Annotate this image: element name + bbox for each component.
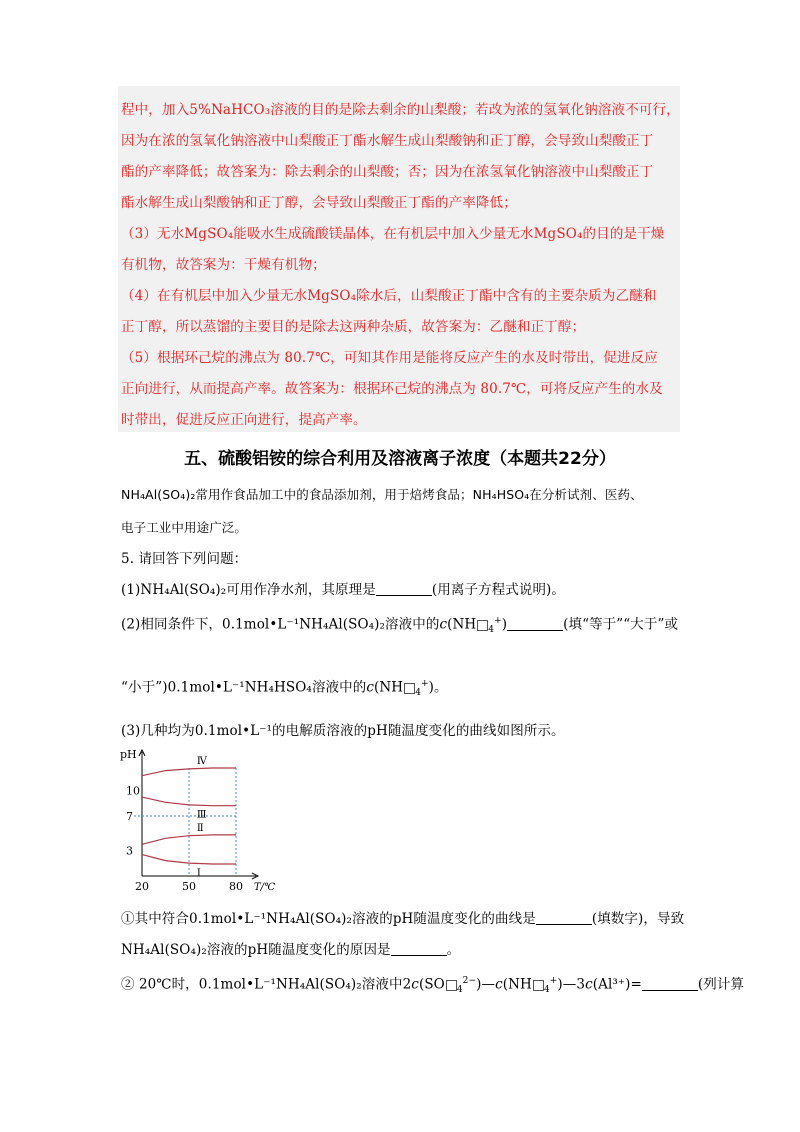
question-part-2-cont: “小于”)0.1mol•L⁻¹NH₄HSO₄溶液中的c(NH $_4$+)。 (121, 679, 448, 699)
answer-line: （3）无水MgSO₄能吸水生成硫酸镁晶体，在有机层中加入少量无水MgSO₄的目的是干燥 (121, 226, 665, 242)
q1-text-b: (用离子方程式说明)。 (431, 582, 566, 598)
x-tick-label: 80 (229, 880, 243, 893)
question-part-1 (121, 581, 565, 599)
y-tick-label: 10 (126, 784, 140, 798)
x-tick-label: 50 (182, 880, 196, 893)
c1-text-a: ①其中符合0.1mol•L⁻¹NH₄Al(SO₄)₂溶液的pH随温度变化的曲线是 (121, 911, 536, 927)
x-axis-label: T/℃ (254, 882, 276, 893)
question-3-sub-1-cont (121, 941, 460, 959)
c2-al: (Al³⁺)= (592, 976, 642, 993)
answer-line: 时带出，促进反应正向进行，提高产率。 (121, 412, 367, 428)
series-label: Ⅱ (196, 822, 204, 834)
c1-text-c: NH₄Al(SO₄)₂溶液的pH随温度变化的原因是 (121, 942, 391, 958)
question-part-3: (3)几种均为0.1mol•L⁻¹的电解质溶液的pH随温度变化的曲线如图所示。 (121, 723, 565, 739)
c1-text-b: (填数字)，导致 (591, 911, 685, 927)
y-tick-label: 3 (126, 844, 133, 858)
q2-text-a: (2)相同条件下，0.1mol•L⁻¹NH₄Al(SO₄)₂溶液中的 (121, 616, 440, 633)
answer-line: 正丁醇，所以蒸馏的主要目的是除去这两种杂质，故答案为：乙醚和正丁醇； (121, 319, 586, 335)
c1-text-d: 。 (446, 942, 461, 958)
q2-c: c (439, 616, 448, 633)
intro-line-1: NH₄Al(SO₄)₂常用作食品加工中的食品添加剂，用于焙烤食品；NH₄HSO₄在分析试剂、医药、 (121, 487, 643, 502)
answer-line: 酯水解生成山梨酸钠和正丁醇，会导致山梨酸正丁酯的产率降低； (121, 195, 517, 211)
section-title: 五、硫酸铝铵的综合利用及溶液离子浓度（本题共22分） (184, 449, 616, 469)
answer-blank-1[interactable] (376, 583, 432, 596)
c2-nh: (NH (502, 976, 532, 993)
answer-line: （5）根据环己烷的沸点为 80.7℃，可知其作用是能将反应产生的水及时带出，促进反应 (121, 350, 658, 366)
answer-blank-3[interactable] (536, 912, 592, 925)
chart-series-layer (126, 756, 243, 893)
q2-text-b: (填“等于”“大于”或 (563, 616, 679, 633)
answer-line: 酯的产率降低；故答案为：除去剩余的山梨酸；否；因为在浓氢氧化钠溶液中山梨酸正丁 (121, 164, 654, 180)
q2-text-d: “小于”)0.1mol•L⁻¹NH₄HSO₄溶液中的 (121, 679, 367, 696)
answer-line: 程中，加入5%NaHCO₃溶液的目的是除去剩余的山梨酸；若改为浓的氢氧化钠溶液不可行， (121, 102, 680, 118)
answer-blank-4[interactable] (391, 943, 447, 956)
c2-c2: c (495, 976, 503, 993)
series-label: Ⅳ (196, 756, 207, 767)
y-tick-label: 7 (126, 810, 133, 823)
answer-line: 有机物，故答案为：干燥有机物； (121, 257, 326, 273)
y-axis-label: pH (120, 748, 137, 761)
c2-c3: c (585, 976, 593, 993)
question-3-sub-2: ② 20℃时，0.1mol•L⁻¹NH₄Al(SO₄)₂溶液中2c(SO $_4^{2-}$)—c(NH $_4$+)—3c(Al³⁺)= (列计算 (121, 976, 745, 996)
answer-blank-2[interactable] (507, 618, 563, 631)
placeholder-box-icon (533, 980, 544, 991)
series-curve-Ⅳ (142, 768, 236, 776)
c2-text-a: ② 20℃时，0.1mol•L⁻¹NH₄Al(SO₄)₂溶液中2 (121, 976, 412, 993)
answer-blank-5[interactable] (642, 978, 698, 991)
q2-c2: c (366, 679, 375, 696)
placeholder-box-icon (477, 620, 488, 631)
placeholder-box-icon (404, 683, 415, 694)
q2-nh: (NH (447, 616, 477, 633)
question-5-heading: 5. 请回答下列问题： (121, 551, 248, 567)
series-label: Ⅰ (196, 868, 201, 879)
series-label: Ⅲ (196, 809, 207, 821)
x-tick-label: 20 (135, 880, 149, 893)
placeholder-box-icon (446, 980, 457, 991)
q1-text-a: (1)NH₄Al(SO₄)₂可用作净水剂，其原理是 (121, 582, 376, 598)
answer-line: 因为在浓的氢氧化钠溶液中山梨酸正丁酯水解生成山梨酸钠和正丁醇，会导致山梨酸正丁 (121, 133, 654, 149)
intro-line-2: 电子工业中用途广泛。 (121, 520, 248, 535)
ph-temperature-chart (118, 748, 298, 898)
q2-text-g: )。 (428, 679, 448, 696)
q2-nh2: (NH (374, 679, 404, 696)
c2-text-j: (列计算 (697, 976, 745, 993)
c2-text-g: )—3 (557, 976, 586, 993)
question-3-sub-1 (121, 910, 684, 928)
c2-text-d: )— (476, 976, 496, 993)
c2-so: (SO (418, 976, 445, 993)
answer-line: （4）在有机层中加入少量无水MgSO₄除水后，山梨酸正丁酯中含有的主要杂质为乙醚和 (121, 288, 657, 304)
answer-line: 正向进行，从而提高产率。故答案为：根据环己烷的沸点为 80.7℃，可将反应产生的水及 (121, 381, 663, 397)
question-part-2: (2)相同条件下，0.1mol•L⁻¹NH₄Al(SO₄)₂溶液中的c(NH $_4$+) (填“等于”“大于”或 (121, 616, 679, 636)
c2-c1: c (411, 976, 419, 993)
